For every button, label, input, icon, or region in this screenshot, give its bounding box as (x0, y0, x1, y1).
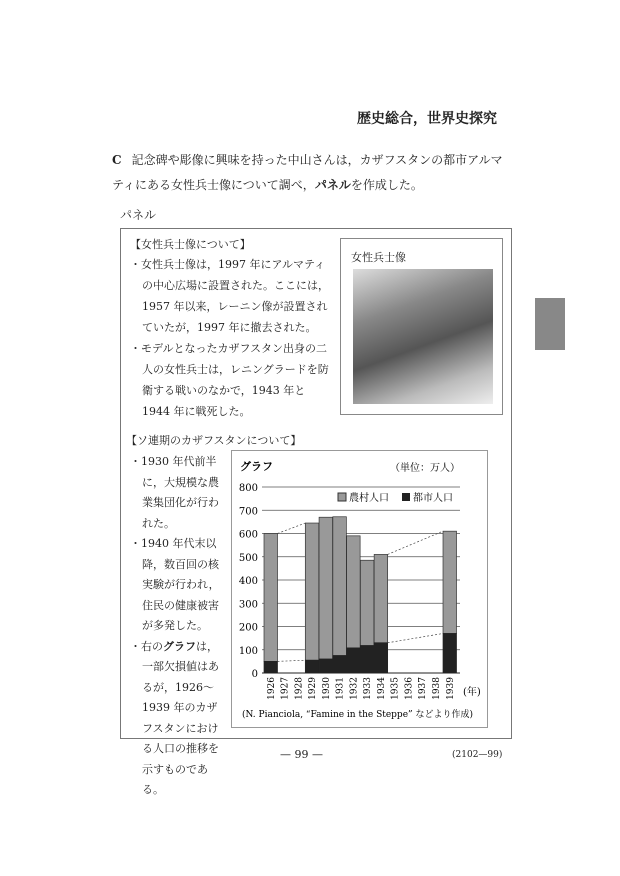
x-tick-label: 1933 (363, 677, 374, 700)
intro-text-end: を作成した。 (350, 178, 423, 192)
exam-code: (2102—99) (452, 750, 503, 760)
bullet-bold: グラフ (163, 639, 196, 653)
bar-urban-1926 (264, 661, 278, 673)
x-tick-label: 1932 (349, 677, 360, 700)
bar-urban-1929 (305, 660, 319, 673)
gap-connector (278, 660, 306, 661)
bullet: ・モデルとなったカザフスタン出身の二人の女性兵士は，レニングラードを防衛する戦いのなかで，1943 年と 1944 年に戦死した。 (130, 342, 329, 418)
question-label: C (112, 153, 122, 167)
statue-photo (353, 269, 493, 404)
photo-box (340, 238, 503, 415)
bar-rural-1929 (305, 523, 319, 660)
x-tick-label: 1931 (335, 677, 346, 700)
population-chart (231, 450, 488, 728)
photo-title: 女性兵士像 (351, 251, 406, 264)
x-tick-label: 1928 (294, 677, 305, 700)
legend-rural: 農村人口 (349, 493, 389, 504)
bar-urban-1939 (443, 633, 457, 673)
y-tick-label: 600 (238, 529, 258, 541)
page-number: — 99 — (280, 748, 323, 761)
bullet: ・1930 年代前半に，大規模な農業集団化が行われた。 (130, 455, 219, 530)
x-tick-label: 1935 (390, 677, 401, 700)
bar-rural-1930 (319, 517, 333, 659)
y-tick-label: 500 (238, 552, 258, 564)
x-tick-label: 1929 (308, 677, 319, 700)
legend-swatch-rural (338, 493, 346, 501)
y-tick-label: 300 (238, 599, 258, 611)
bar-urban-1933 (360, 646, 374, 673)
gap-connector (278, 523, 306, 533)
bar-rural-1926 (264, 534, 278, 662)
x-tick-label: 1930 (321, 677, 332, 700)
bullet: ・1940 年代末以降，数百回の核実験が行われ，住民の健康被害が多発した。 (130, 537, 220, 632)
x-tick-label: 1934 (376, 677, 387, 700)
gap-connector (388, 633, 443, 642)
bar-urban-1934 (374, 643, 388, 673)
x-tick-label: 1938 (431, 677, 442, 700)
subject-heading: 歴史総合，世界史探究 (357, 111, 497, 127)
side-tab (535, 298, 565, 350)
chart-source: (N. Pianciola, “Famine in the Steppe” などより作成) (242, 710, 473, 720)
x-tick-label: 1937 (418, 677, 429, 700)
intro-bold: パネル (314, 178, 351, 192)
gap-connector (388, 531, 443, 554)
bar-rural-1933 (360, 560, 374, 645)
bullet: ・女性兵士像は，1997 年にアルマティの中心広場に設置された。ここには，1957 年以来，レーニン像が設置されていたが，1997 年に撤去された。 (130, 258, 329, 334)
y-tick-label: 0 (251, 669, 258, 680)
bar-urban-1930 (319, 659, 333, 673)
x-tick-label: 1927 (280, 677, 291, 700)
y-tick-label: 100 (238, 645, 258, 657)
section-kazakhstan (130, 452, 226, 801)
legend-urban: 都市人口 (413, 493, 453, 504)
y-tick-label: 400 (238, 576, 258, 587)
bar-rural-1939 (443, 531, 457, 633)
bullet-text: は，一部欠損値はあるが，1926～1939 年のカザフスタンにおける人口の推移を示すものである。 (142, 639, 219, 796)
panel-label: パネル (120, 208, 157, 222)
y-tick-label: 200 (238, 622, 258, 634)
bar-urban-1931 (333, 656, 347, 673)
chart-unit: （単位：万人） (390, 463, 460, 474)
bar-rural-1932 (347, 536, 361, 648)
intro-text: 記念碑や彫像に興味を持った中山さんは，カザフスタンの都市アルマティにある女性兵士像について調べ， (112, 153, 503, 192)
y-tick-label: 800 (238, 483, 258, 494)
x-tick-label: 1926 (266, 677, 277, 700)
bullet (130, 637, 226, 801)
legend-swatch-urban (402, 493, 410, 501)
question-intro (112, 148, 512, 198)
section-statue (130, 236, 335, 422)
chart-title: グラフ (240, 460, 273, 473)
y-tick-label: 700 (238, 506, 258, 518)
bar-rural-1934 (374, 554, 388, 642)
x-tick-label: 1939 (445, 677, 456, 700)
x-axis-label: (年) (463, 687, 481, 698)
section-title: 【女性兵士像について】 (130, 238, 251, 251)
bar-rural-1931 (333, 517, 347, 656)
chart-svg (232, 451, 489, 729)
x-tick-label: 1936 (404, 677, 415, 700)
section-title: 【ソ連期のカザフスタンについて】 (126, 434, 302, 447)
bar-urban-1932 (347, 648, 361, 673)
bullet-text: ・右の (130, 639, 163, 653)
